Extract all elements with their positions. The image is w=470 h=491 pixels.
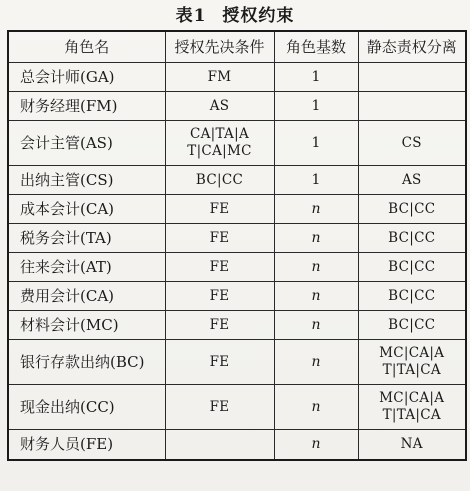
cell-role-name: 税务会计(TA) <box>8 224 165 253</box>
cell-prerequisite <box>165 340 274 385</box>
cell-prerequisite <box>165 121 274 166</box>
cell-prerequisite <box>165 224 274 253</box>
cell-role-name: 费用会计(CA) <box>8 282 165 311</box>
separation-text: BC|CC <box>388 287 436 304</box>
separation-text: MC|CA|A T|TA|CA <box>379 345 445 378</box>
cell-role-name: 往来会计(AT) <box>8 253 165 282</box>
header-static-separation: 静态责权分离 <box>358 31 466 63</box>
cell-prerequisite <box>165 195 274 224</box>
prerequisite-text: FE <box>209 398 230 415</box>
prerequisite-text: FE <box>209 229 230 246</box>
table-row <box>8 166 466 195</box>
cell-prerequisite <box>165 282 274 311</box>
table-row <box>8 311 466 340</box>
table-row <box>8 195 466 224</box>
cell-static-separation <box>358 340 466 385</box>
separation-text: BC|CC <box>388 258 436 275</box>
prerequisite-text: FE <box>209 287 230 304</box>
cell-static-separation <box>358 430 466 461</box>
cell-cardinality: n <box>274 311 358 340</box>
cell-prerequisite <box>165 430 274 461</box>
cell-static-separation <box>358 282 466 311</box>
separation-text: BC|CC <box>388 316 436 333</box>
prerequisite-text: FE <box>209 200 230 217</box>
cell-static-separation <box>358 224 466 253</box>
prerequisite-text: FM <box>207 68 232 85</box>
table-row <box>8 282 466 311</box>
cell-role-name: 出纳主管(CS) <box>8 166 165 195</box>
header-cardinality: 角色基数 <box>274 31 358 63</box>
cell-cardinality: n <box>274 224 358 253</box>
table-number: 表1 <box>175 6 207 26</box>
prerequisite-text: FE <box>209 316 230 333</box>
cell-prerequisite <box>165 166 274 195</box>
cell-static-separation <box>358 121 466 166</box>
cell-cardinality: 1 <box>274 63 358 92</box>
authorization-constraints-table <box>7 30 467 461</box>
cell-static-separation <box>358 63 466 92</box>
cell-static-separation <box>358 195 466 224</box>
cell-prerequisite <box>165 311 274 340</box>
prerequisite-text: FE <box>209 353 230 370</box>
separation-text: MC|CA|A T|TA|CA <box>379 390 445 423</box>
table-row <box>8 340 466 385</box>
cell-static-separation <box>358 311 466 340</box>
table-row <box>8 63 466 92</box>
cell-cardinality: n <box>274 340 358 385</box>
cell-role-name: 成本会计(CA) <box>8 195 165 224</box>
separation-text: CS <box>401 134 422 151</box>
cell-role-name: 财务人员(FE) <box>8 430 165 461</box>
prerequisite-text: FE <box>209 258 230 275</box>
cell-cardinality: 1 <box>274 166 358 195</box>
cell-prerequisite <box>165 63 274 92</box>
cell-role-name: 会计主管(AS) <box>8 121 165 166</box>
table-row <box>8 92 466 121</box>
cell-static-separation <box>358 166 466 195</box>
table-row <box>8 430 466 461</box>
cell-role-name: 银行存款出纳(BC) <box>8 340 165 385</box>
prerequisite-text: BC|CC <box>195 171 244 188</box>
table-caption <box>0 5 470 27</box>
table-title: 授权约束 <box>222 6 295 26</box>
table-row <box>8 385 466 430</box>
cell-cardinality: n <box>274 385 358 430</box>
separation-text: BC|CC <box>388 200 436 217</box>
cell-static-separation <box>358 92 466 121</box>
cell-prerequisite <box>165 92 274 121</box>
table-header-row <box>8 31 466 63</box>
cell-static-separation <box>358 253 466 282</box>
cell-role-name: 财务经理(FM) <box>8 92 165 121</box>
table-row <box>8 224 466 253</box>
cell-prerequisite <box>165 253 274 282</box>
header-role-name: 角色名 <box>8 31 165 63</box>
cell-prerequisite <box>165 385 274 430</box>
cell-role-name: 总会计师(GA) <box>8 63 165 92</box>
cell-role-name: 材料会计(MC) <box>8 311 165 340</box>
prerequisite-text: AS <box>209 97 230 114</box>
table-row <box>8 253 466 282</box>
cell-cardinality: 1 <box>274 92 358 121</box>
separation-text: NA <box>400 436 423 452</box>
table-body <box>8 63 466 461</box>
separation-text: AS <box>401 171 422 188</box>
cell-static-separation <box>358 385 466 430</box>
separation-text: BC|CC <box>388 229 436 246</box>
cell-cardinality: 1 <box>274 121 358 166</box>
cell-cardinality: n <box>274 195 358 224</box>
table-row <box>8 121 466 166</box>
cell-cardinality: n <box>274 253 358 282</box>
cell-cardinality: n <box>274 430 358 461</box>
cell-cardinality: n <box>274 282 358 311</box>
cell-role-name: 现金出纳(CC) <box>8 385 165 430</box>
header-prerequisite: 授权先决条件 <box>165 31 274 63</box>
prerequisite-text: CA|TA|A T|CA|MC <box>187 126 252 159</box>
